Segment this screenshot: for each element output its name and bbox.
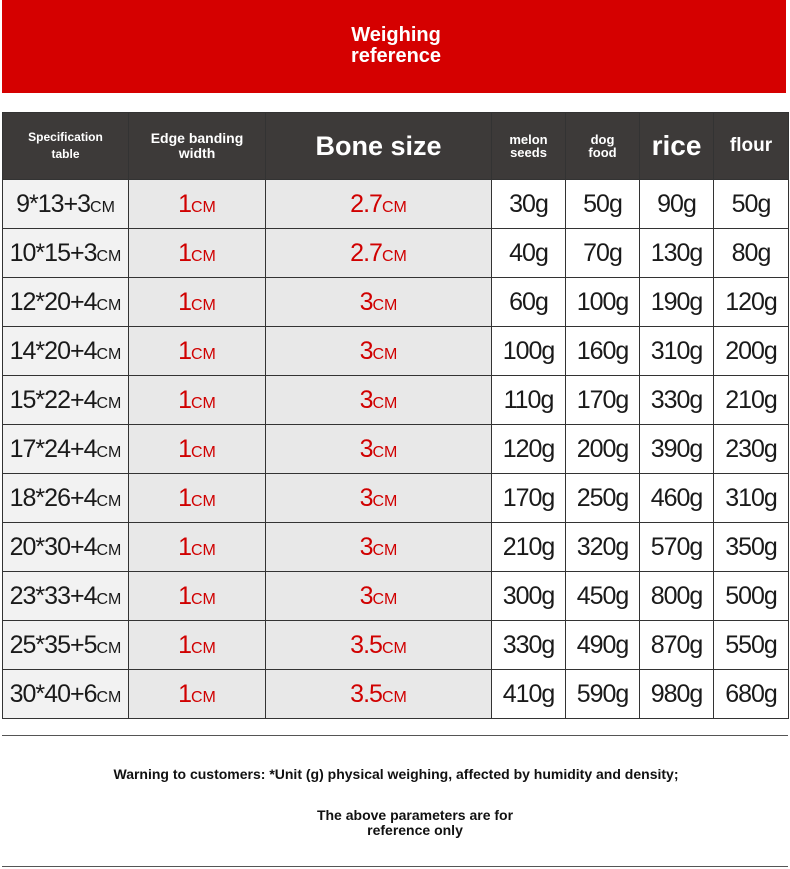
cell-bone-size [266, 425, 492, 474]
cell-flour: 210g [714, 376, 789, 425]
cell-edge-banding [129, 670, 266, 719]
cell-bone-size-value: 2.7 [350, 238, 382, 267]
cell-bone-size [266, 523, 492, 572]
cell-flour: 50g [714, 180, 789, 229]
unit-label: CM [96, 541, 122, 559]
cell-dog-food: 450g [566, 572, 640, 621]
unit-label: CM [96, 639, 122, 657]
cell-dog-food: 590g [566, 670, 640, 719]
unit-label: CM [191, 394, 216, 412]
cell-spec [3, 474, 129, 523]
table-row [3, 327, 789, 376]
cell-edge-banding-value: 1 [178, 532, 191, 561]
cell-bone-size [266, 670, 492, 719]
unit-label: CM [372, 492, 398, 510]
cell-bone-size-value: 3 [359, 483, 373, 512]
cell-rice: 980g [640, 670, 714, 719]
cell-dog-food: 100g [566, 278, 640, 327]
unit-label: CM [372, 394, 398, 412]
header-banner [2, 0, 786, 93]
cell-melon-seeds: 100g [492, 327, 566, 376]
cell-edge-banding-value: 1 [178, 483, 191, 512]
unit-label: CM [96, 345, 122, 363]
unit-label: CM [381, 639, 407, 657]
header-edge-banding: Edge banding width [129, 113, 266, 180]
unit-label: CM [381, 688, 407, 706]
unit-label: CM [372, 296, 398, 314]
header-melon-seeds: melon seeds [492, 113, 566, 180]
cell-rice: 330g [640, 376, 714, 425]
cell-spec-value: 15*22+4 [9, 385, 97, 414]
cell-edge-banding-value: 1 [178, 630, 191, 659]
cell-spec [3, 670, 129, 719]
cell-edge-banding-value: 1 [178, 238, 191, 267]
unit-label: CM [191, 296, 216, 314]
cell-edge-banding-value: 1 [178, 385, 191, 414]
cell-bone-size [266, 327, 492, 376]
cell-edge-banding [129, 621, 266, 670]
unit-label: CM [96, 247, 122, 265]
cell-edge-banding-value: 1 [178, 336, 191, 365]
header-bone-size: Bone size [266, 113, 492, 180]
cell-bone-size-value: 2.7 [350, 189, 382, 218]
unit-label: CM [381, 247, 407, 265]
cell-flour: 500g [714, 572, 789, 621]
unit-label: CM [96, 394, 122, 412]
divider-bottom [2, 866, 788, 867]
unit-label: CM [372, 590, 398, 608]
cell-edge-banding [129, 572, 266, 621]
table-row [3, 180, 789, 229]
cell-dog-food: 160g [566, 327, 640, 376]
cell-bone-size [266, 572, 492, 621]
unit-label: CM [191, 590, 216, 608]
table-row [3, 670, 789, 719]
cell-spec-value: 17*24+4 [9, 434, 97, 463]
cell-flour: 200g [714, 327, 789, 376]
unit-label: CM [191, 345, 216, 363]
unit-label: CM [191, 198, 216, 216]
cell-dog-food: 200g [566, 425, 640, 474]
cell-rice: 310g [640, 327, 714, 376]
cell-spec-value: 25*35+5 [9, 630, 97, 659]
unit-label: CM [96, 688, 122, 706]
table-body [3, 180, 789, 719]
cell-edge-banding [129, 229, 266, 278]
cell-edge-banding [129, 327, 266, 376]
unit-label: CM [191, 443, 216, 461]
table-row [3, 474, 789, 523]
cell-bone-size-value: 3.5 [350, 630, 382, 659]
cell-flour: 680g [714, 670, 789, 719]
cell-spec-value: 30*40+6 [9, 679, 97, 708]
cell-melon-seeds: 170g [492, 474, 566, 523]
cell-bone-size-value: 3 [359, 336, 373, 365]
table-row [3, 621, 789, 670]
weighing-reference-table [2, 112, 789, 719]
cell-bone-size-value: 3.5 [350, 679, 382, 708]
cell-dog-food: 320g [566, 523, 640, 572]
cell-edge-banding [129, 180, 266, 229]
cell-melon-seeds: 40g [492, 229, 566, 278]
unit-label: CM [191, 541, 216, 559]
header-dog-food: dog food [566, 113, 640, 180]
cell-edge-banding-value: 1 [178, 581, 191, 610]
cell-rice: 130g [640, 229, 714, 278]
cell-bone-size-value: 3 [359, 581, 373, 610]
table-row [3, 229, 789, 278]
cell-edge-banding [129, 523, 266, 572]
cell-flour: 120g [714, 278, 789, 327]
cell-melon-seeds: 210g [492, 523, 566, 572]
cell-spec [3, 425, 129, 474]
cell-bone-size-value: 3 [359, 385, 373, 414]
table-row [3, 523, 789, 572]
table-row [3, 572, 789, 621]
cell-spec [3, 229, 129, 278]
cell-edge-banding [129, 425, 266, 474]
unit-label: CM [372, 345, 398, 363]
cell-bone-size [266, 621, 492, 670]
customer-warning: Warning to customers: *Unit (g) physical weighing, affected by humidity and density; [113, 766, 679, 782]
reference-note: The above parameters are for reference only [316, 807, 514, 838]
unit-label: CM [191, 688, 216, 706]
cell-dog-food: 250g [566, 474, 640, 523]
cell-spec [3, 572, 129, 621]
cell-rice: 460g [640, 474, 714, 523]
unit-label: CM [90, 198, 115, 216]
cell-spec-value: 23*33+4 [9, 581, 97, 610]
cell-melon-seeds: 330g [492, 621, 566, 670]
table-row [3, 278, 789, 327]
cell-melon-seeds: 110g [492, 376, 566, 425]
cell-spec [3, 621, 129, 670]
cell-flour: 550g [714, 621, 789, 670]
cell-melon-seeds: 120g [492, 425, 566, 474]
table-row [3, 425, 789, 474]
table-header-row [3, 113, 789, 180]
unit-label: CM [381, 198, 407, 216]
header-flour: flour [714, 113, 789, 180]
cell-spec-value: 20*30+4 [9, 532, 97, 561]
cell-melon-seeds: 30g [492, 180, 566, 229]
cell-edge-banding [129, 278, 266, 327]
cell-bone-size-value: 3 [359, 287, 373, 316]
cell-edge-banding-value: 1 [178, 679, 191, 708]
cell-spec-value: 9*13+3 [16, 189, 91, 218]
cell-spec-value: 14*20+4 [9, 336, 97, 365]
cell-flour: 80g [714, 229, 789, 278]
cell-edge-banding [129, 376, 266, 425]
unit-label: CM [191, 639, 216, 657]
unit-label: CM [191, 247, 216, 265]
cell-spec [3, 180, 129, 229]
cell-melon-seeds: 300g [492, 572, 566, 621]
cell-spec-value: 18*26+4 [9, 483, 97, 512]
cell-edge-banding [129, 474, 266, 523]
cell-melon-seeds: 60g [492, 278, 566, 327]
header-specification: Specification table [3, 113, 129, 180]
cell-flour: 310g [714, 474, 789, 523]
cell-flour: 350g [714, 523, 789, 572]
cell-dog-food: 490g [566, 621, 640, 670]
unit-label: CM [96, 296, 122, 314]
cell-rice: 190g [640, 278, 714, 327]
cell-edge-banding-value: 1 [178, 189, 191, 218]
cell-spec-value: 12*20+4 [9, 287, 97, 316]
cell-dog-food: 50g [566, 180, 640, 229]
cell-edge-banding-value: 1 [178, 434, 191, 463]
banner-title: Weighing reference [350, 24, 442, 67]
unit-label: CM [372, 443, 398, 461]
unit-label: CM [96, 492, 122, 510]
cell-bone-size-value: 3 [359, 434, 373, 463]
header-rice: rice [640, 113, 714, 180]
cell-bone-size-value: 3 [359, 532, 373, 561]
unit-label: CM [191, 492, 216, 510]
cell-rice: 870g [640, 621, 714, 670]
cell-bone-size [266, 474, 492, 523]
divider-top [2, 735, 788, 736]
cell-spec [3, 327, 129, 376]
unit-label: CM [372, 541, 398, 559]
unit-label: CM [96, 590, 122, 608]
cell-rice: 800g [640, 572, 714, 621]
cell-bone-size [266, 180, 492, 229]
cell-bone-size [266, 278, 492, 327]
cell-spec [3, 523, 129, 572]
cell-dog-food: 70g [566, 229, 640, 278]
cell-spec [3, 278, 129, 327]
cell-rice: 390g [640, 425, 714, 474]
unit-label: CM [96, 443, 122, 461]
cell-bone-size [266, 229, 492, 278]
table-row [3, 376, 789, 425]
cell-melon-seeds: 410g [492, 670, 566, 719]
cell-dog-food: 170g [566, 376, 640, 425]
cell-flour: 230g [714, 425, 789, 474]
cell-rice: 90g [640, 180, 714, 229]
cell-bone-size [266, 376, 492, 425]
cell-spec [3, 376, 129, 425]
cell-rice: 570g [640, 523, 714, 572]
cell-edge-banding-value: 1 [178, 287, 191, 316]
cell-spec-value: 10*15+3 [9, 238, 97, 267]
